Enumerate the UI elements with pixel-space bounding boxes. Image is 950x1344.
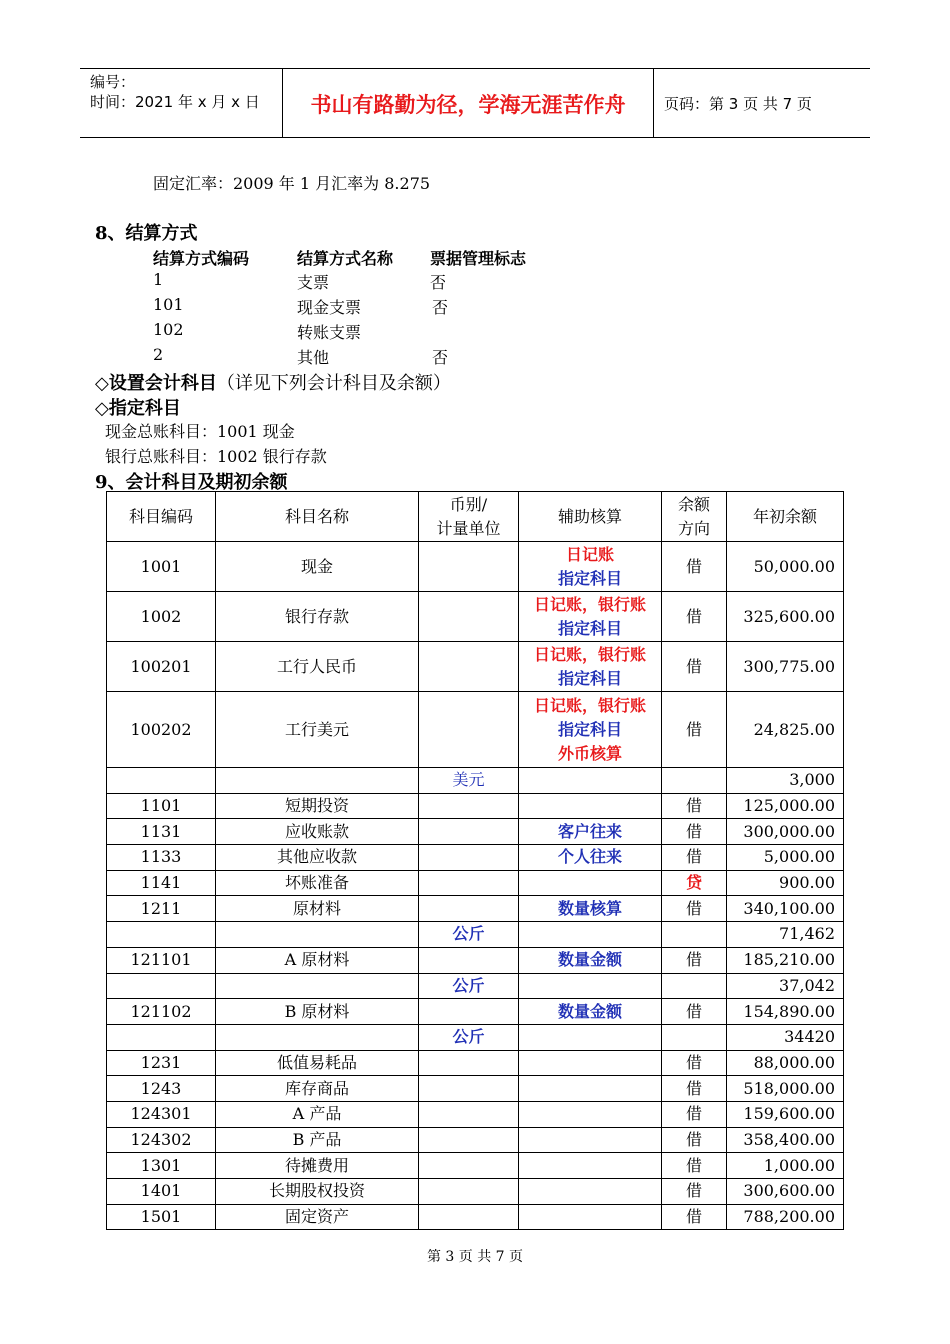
cell-aux (519, 1076, 662, 1102)
cell-aux (519, 973, 662, 999)
cell-direction: 借 (662, 1153, 727, 1179)
cell-aux (519, 947, 662, 973)
page-label: 页码：第 3 页 共 7 页 (664, 95, 812, 113)
cell-code: 1243 (107, 1076, 216, 1102)
cell-unit (419, 793, 519, 819)
setup-accounts-bold: ◇设置会计科目 (95, 373, 217, 394)
table-row (107, 793, 844, 819)
number-label: 编号： (90, 73, 136, 91)
cell-code: 1101 (107, 793, 216, 819)
cell-unit: 公斤 (419, 1024, 519, 1050)
cell-balance: 185,210.00 (727, 947, 844, 973)
cell-unit (419, 896, 519, 922)
aux-tag: 指定科目 (557, 618, 622, 638)
aux-tag: 指定科目 (557, 668, 622, 688)
cell-unit (419, 692, 519, 768)
table-row (107, 870, 844, 896)
cell-direction (662, 1024, 727, 1050)
cell-direction: 借 (662, 947, 727, 973)
table-row (107, 542, 844, 592)
cell-code: 124302 (107, 1127, 216, 1153)
settlement-title: 8、结算方式 (95, 223, 198, 244)
header-balance: 年初余额 (727, 492, 844, 542)
cell-name: 应收账款 (216, 819, 419, 845)
cell-name (216, 1024, 419, 1050)
header-motto-cell (283, 69, 654, 137)
settlement-name: 其他 (297, 348, 330, 367)
cell-balance: 125,000.00 (727, 793, 844, 819)
cell-unit (419, 1127, 519, 1153)
cell-balance: 358,400.00 (727, 1127, 844, 1153)
designated-cash: 现金总账科目：1001 现金 (105, 422, 295, 441)
settlement-header-name: 结算方式名称 (297, 249, 394, 268)
cell-direction: 借 (662, 592, 727, 642)
cell-unit (419, 870, 519, 896)
cell-direction: 借 (662, 1179, 727, 1205)
header-code: 科目编码 (107, 492, 216, 542)
cell-code: 1231 (107, 1050, 216, 1076)
cell-name: 低值易耗品 (216, 1050, 419, 1076)
cell-balance: 159,600.00 (727, 1101, 844, 1127)
cell-aux (519, 1050, 662, 1076)
table-row (107, 1127, 844, 1153)
cell-aux (519, 870, 662, 896)
cell-name: 长期股权投资 (216, 1179, 419, 1205)
cell-name: 工行美元 (216, 692, 419, 768)
table-row (107, 1024, 844, 1050)
cell-name: 库存商品 (216, 1076, 419, 1102)
cell-unit (419, 947, 519, 973)
aux-tag: 个人往来 (557, 847, 622, 867)
cell-code: 121102 (107, 999, 216, 1025)
cell-code: 1501 (107, 1204, 216, 1230)
cell-name: B 产品 (216, 1127, 419, 1153)
settlement-flag: 否 (432, 298, 449, 317)
cell-balance: 3,000 (727, 768, 844, 794)
cell-direction (662, 768, 727, 794)
header-page-cell (654, 69, 870, 137)
cell-aux (519, 1204, 662, 1230)
cell-balance: 154,890.00 (727, 999, 844, 1025)
cell-unit (419, 845, 519, 871)
aux-tag: 外币核算 (557, 743, 622, 763)
cell-name: 原材料 (216, 896, 419, 922)
table-row (107, 819, 844, 845)
cell-aux (519, 999, 662, 1025)
cell-unit: 公斤 (419, 973, 519, 999)
cell-code: 1001 (107, 542, 216, 592)
table-row (107, 1050, 844, 1076)
table-row (107, 642, 844, 692)
cell-code (107, 973, 216, 999)
designated-title: ◇指定科目 (95, 398, 181, 419)
cell-name: 现金 (216, 542, 419, 592)
motto: 书山有路勤为径，学海无涯苦作舟 (310, 93, 626, 117)
cell-balance: 88,000.00 (727, 1050, 844, 1076)
page-header (80, 68, 870, 138)
header-meta-cell (80, 69, 283, 137)
cell-direction: 借 (662, 692, 727, 768)
cell-balance: 34420 (727, 1024, 844, 1050)
cell-aux (519, 1127, 662, 1153)
table-row (107, 845, 844, 871)
cell-aux (519, 1024, 662, 1050)
cell-unit (419, 1179, 519, 1205)
settlement-code: 101 (153, 295, 184, 314)
cell-aux (519, 793, 662, 819)
cell-code: 1211 (107, 896, 216, 922)
cell-unit (419, 1153, 519, 1179)
table-header-row (107, 492, 844, 542)
cell-direction: 借 (662, 1204, 727, 1230)
cell-aux (519, 819, 662, 845)
cell-aux (519, 768, 662, 794)
cell-code: 1002 (107, 592, 216, 642)
cell-name: 短期投资 (216, 793, 419, 819)
cell-aux (519, 922, 662, 948)
cell-aux (519, 845, 662, 871)
cell-unit: 美元 (419, 768, 519, 794)
cell-aux (519, 896, 662, 922)
cell-direction: 借 (662, 845, 727, 871)
table-row (107, 692, 844, 768)
setup-accounts-line (95, 369, 451, 395)
fixed-rate: 固定汇率：2009 年 1 月汇率为 8.275 (153, 174, 431, 193)
cell-balance: 340,100.00 (727, 896, 844, 922)
settlement-code: 2 (153, 345, 164, 364)
cell-direction: 借 (662, 1050, 727, 1076)
cell-balance: 24,825.00 (727, 692, 844, 768)
settlement-name: 现金支票 (297, 298, 362, 317)
cell-name: 待摊费用 (216, 1153, 419, 1179)
cell-name (216, 973, 419, 999)
cell-unit (419, 819, 519, 845)
designated-bank: 银行总账科目：1002 银行存款 (105, 447, 327, 466)
cell-name: 工行人民币 (216, 642, 419, 692)
cell-name (216, 768, 419, 794)
cell-direction: 借 (662, 642, 727, 692)
cell-balance: 37,042 (727, 973, 844, 999)
cell-balance: 71,462 (727, 922, 844, 948)
table-row (107, 1076, 844, 1102)
cell-direction: 借 (662, 793, 727, 819)
cell-direction: 借 (662, 1076, 727, 1102)
cell-unit (419, 542, 519, 592)
cell-balance: 1,000.00 (727, 1153, 844, 1179)
table-row (107, 592, 844, 642)
cell-code (107, 1024, 216, 1050)
cell-code: 100202 (107, 692, 216, 768)
table-row (107, 922, 844, 948)
aux-tag: 数量金额 (557, 950, 622, 970)
cell-name: 固定资产 (216, 1204, 419, 1230)
aux-tag: 日记账，银行账 (533, 695, 646, 715)
cell-unit (419, 999, 519, 1025)
settlement-name: 支票 (297, 273, 330, 292)
settlement-code: 1 (153, 270, 164, 289)
cell-aux (519, 642, 662, 692)
cell-aux (519, 1101, 662, 1127)
aux-tag: 数量金额 (557, 1001, 622, 1021)
cell-code: 121101 (107, 947, 216, 973)
cell-balance: 300,000.00 (727, 819, 844, 845)
cell-aux (519, 592, 662, 642)
cell-aux (519, 1179, 662, 1205)
aux-tag: 日记账，银行账 (533, 644, 646, 664)
page-footer: 第 3 页 共 7 页 (426, 1249, 524, 1265)
cell-unit (419, 1050, 519, 1076)
cell-aux (519, 542, 662, 592)
cell-direction: 借 (662, 1101, 727, 1127)
cell-code: 1141 (107, 870, 216, 896)
aux-tag: 日记账，银行账 (533, 594, 646, 614)
accounts-table (106, 491, 844, 1230)
cell-name: A 原材料 (216, 947, 419, 973)
cell-balance: 50,000.00 (727, 542, 844, 592)
table-row (107, 1204, 844, 1230)
cell-code: 124301 (107, 1101, 216, 1127)
cell-aux (519, 1153, 662, 1179)
cell-unit (419, 642, 519, 692)
settlement-header-code: 结算方式编码 (153, 249, 250, 268)
cell-unit (419, 592, 519, 642)
header-name: 科目名称 (216, 492, 419, 542)
cell-unit: 公斤 (419, 922, 519, 948)
cell-unit (419, 1204, 519, 1230)
accounts-title: 9、会计科目及期初余额 (95, 472, 288, 493)
cell-aux (519, 692, 662, 768)
cell-direction (662, 922, 727, 948)
cell-name: 坏账准备 (216, 870, 419, 896)
cell-balance: 788,200.00 (727, 1204, 844, 1230)
cell-name (216, 922, 419, 948)
settlement-flag: 否 (430, 273, 447, 292)
table-row (107, 1101, 844, 1127)
aux-tag: 数量核算 (557, 898, 622, 918)
cell-code (107, 922, 216, 948)
cell-balance: 325,600.00 (727, 592, 844, 642)
setup-accounts-note: （详见下列会计科目及余额） (216, 373, 451, 394)
cell-direction: 借 (662, 542, 727, 592)
cell-balance: 518,000.00 (727, 1076, 844, 1102)
cell-name: 其他应收款 (216, 845, 419, 871)
table-row (107, 999, 844, 1025)
cell-unit (419, 1101, 519, 1127)
settlement-code: 102 (153, 320, 184, 339)
cell-balance: 5,000.00 (727, 845, 844, 871)
time-label: 时间：2021 年 x 月 x 日 (90, 93, 260, 111)
cell-direction: 贷 (662, 870, 727, 896)
table-row (107, 973, 844, 999)
cell-direction: 借 (662, 1127, 727, 1153)
aux-tag: 指定科目 (557, 568, 622, 588)
aux-tag: 指定科目 (557, 719, 622, 739)
header-aux: 辅助核算 (519, 492, 662, 542)
cell-name: A 产品 (216, 1101, 419, 1127)
cell-direction: 借 (662, 999, 727, 1025)
cell-balance: 300,600.00 (727, 1179, 844, 1205)
cell-name: B 原材料 (216, 999, 419, 1025)
settlement-flag: 否 (432, 348, 449, 367)
cell-code: 1131 (107, 819, 216, 845)
cell-name: 银行存款 (216, 592, 419, 642)
table-row (107, 1179, 844, 1205)
accounts-table-body (107, 542, 844, 1230)
cell-balance: 300,775.00 (727, 642, 844, 692)
cell-unit (419, 1076, 519, 1102)
cell-direction: 借 (662, 819, 727, 845)
cell-code (107, 768, 216, 794)
header-currency: 币别/ 计量单位 (419, 492, 519, 542)
settlement-header-flag: 票据管理标志 (430, 249, 527, 268)
cell-direction: 借 (662, 896, 727, 922)
table-row (107, 896, 844, 922)
cell-code: 1301 (107, 1153, 216, 1179)
header-direction: 余额 方向 (662, 492, 727, 542)
cell-direction (662, 973, 727, 999)
cell-code: 100201 (107, 642, 216, 692)
table-row (107, 768, 844, 794)
aux-tag: 客户往来 (557, 821, 622, 841)
cell-code: 1401 (107, 1179, 216, 1205)
aux-tag: 日记账 (565, 544, 614, 564)
cell-balance: 900.00 (727, 870, 844, 896)
settlement-name: 转账支票 (297, 323, 362, 342)
table-row (107, 1153, 844, 1179)
cell-code: 1133 (107, 845, 216, 871)
table-row (107, 947, 844, 973)
